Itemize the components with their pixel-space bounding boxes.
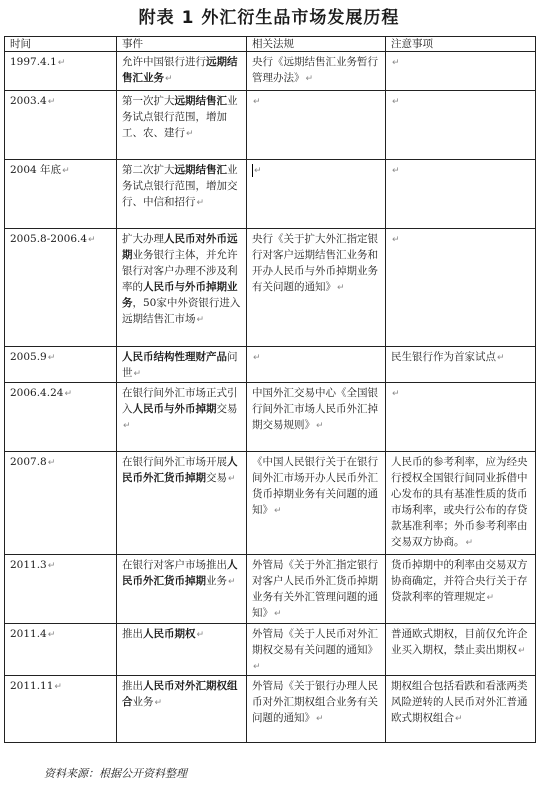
cell-law	[247, 229, 386, 347]
paragraph-mark-icon: ↵	[228, 474, 236, 484]
paragraph-mark-icon: ↵	[186, 129, 194, 139]
paragraph-mark-icon: ↵	[57, 58, 66, 68]
cell-date	[5, 347, 117, 383]
cell-event	[117, 52, 247, 91]
text-cursor-icon	[252, 164, 253, 177]
cell-date-text: 2004 年底	[10, 164, 62, 176]
cell-event-run: 允许中国银行进行	[122, 56, 206, 68]
cell-note	[386, 383, 536, 452]
cell-law	[247, 624, 386, 676]
paragraph-mark-icon: ↵	[47, 458, 56, 468]
cell-law	[247, 91, 386, 160]
cell-note	[386, 347, 536, 383]
cell-date-text: 2006.4.24	[10, 387, 64, 399]
cell-note	[386, 624, 536, 676]
cell-law-run: 《中国人民银行关于在银行间外汇市场开办人民币外汇货币掉期业务有关问题的通知》	[252, 456, 378, 516]
cell-date	[5, 624, 117, 676]
cell-date	[5, 91, 117, 160]
paragraph-mark-icon: ↵	[305, 74, 314, 84]
paragraph-mark-icon: ↵	[274, 506, 282, 516]
paragraph-mark-icon: ↵	[253, 97, 261, 107]
cell-note	[386, 52, 536, 91]
cell-event	[117, 91, 247, 160]
cell-event	[117, 383, 247, 452]
paragraph-mark-icon: ↵	[518, 646, 526, 656]
cell-event-run: 在银行间外汇市场正式引入	[122, 387, 238, 415]
cell-event-run: 人民币对外币远期	[122, 233, 238, 261]
cell-date-text: 2011.3	[10, 559, 47, 571]
cell-law	[247, 52, 386, 91]
table-row	[5, 676, 536, 743]
table-row	[5, 160, 536, 229]
cell-event	[117, 676, 247, 743]
cell-date-text: 2011.11	[10, 680, 54, 692]
cell-event-run: 推出	[122, 680, 143, 692]
cell-date	[5, 383, 117, 452]
cell-date	[5, 229, 117, 347]
cell-event-run: 人民币与外币掉期业务	[122, 281, 238, 309]
cell-note	[386, 229, 536, 347]
cell-law-run: 央行《远期结售汇业务暂行管理办法》	[252, 56, 378, 84]
paragraph-mark-icon: ↵	[165, 74, 173, 84]
cell-event	[117, 452, 247, 555]
cell-date-text: 2003.4	[10, 95, 47, 107]
cell-law	[247, 383, 386, 452]
paragraph-mark-icon: ↵	[154, 698, 163, 708]
paragraph-mark-icon: ↵	[54, 682, 62, 692]
cell-law-run: 中国外汇交易中心《全国银行间外汇市场人民币外汇掉期交易规则》	[252, 387, 378, 431]
cell-law	[247, 160, 386, 229]
table-row	[5, 383, 536, 452]
cell-event-run: 人民币结构性理财产品	[122, 351, 227, 363]
cell-event-run: 交易	[216, 403, 238, 415]
cell-note	[386, 91, 536, 160]
cell-law-run: 央行《关于扩大外汇指定银行对客户远期结售汇业务和开办人民币与外币掉期业务有关问题的通知》	[252, 233, 378, 293]
cell-event-run: 远期结售汇	[174, 95, 227, 107]
cell-event-run: 人民币对外汇期权组合	[122, 680, 238, 708]
table-row	[5, 91, 536, 160]
cell-date-text: 2007.8	[10, 456, 47, 468]
history-table	[4, 36, 536, 743]
paragraph-mark-icon: ↵	[47, 561, 56, 571]
cell-law-run: 外管局《关于银行办理人民币对外汇期权组合业务有关问题的通知》	[252, 680, 378, 724]
table-row	[5, 624, 536, 676]
cell-event-run: 扩大办理	[122, 233, 164, 245]
paragraph-mark-icon: ↵	[196, 198, 205, 208]
cell-event-run: 业务试点银行范围，增加工、农、建行	[122, 95, 238, 139]
header-date: 时间	[5, 37, 117, 52]
cell-note-run: 货币掉期中的利率由交易双方协商确定，并符合央行关于存贷款利率的管理规定	[391, 559, 528, 603]
cell-date-text: 2005.9	[10, 351, 47, 363]
cell-event	[117, 624, 247, 676]
cell-event-run: 在银行对客户市场推出	[122, 559, 227, 571]
cell-event	[117, 347, 247, 383]
paragraph-mark-icon: ↵	[392, 389, 400, 399]
paragraph-mark-icon: ↵	[497, 353, 505, 363]
cell-event	[117, 160, 247, 229]
cell-date	[5, 555, 117, 624]
cell-event-run: 业务银行主体，并允许银行对客户办理不涉及利率的	[122, 249, 238, 293]
source-note: 资料来源：根据公开资料整理	[44, 767, 187, 780]
header-law: 相关法规	[247, 37, 386, 52]
paragraph-mark-icon: ↵	[228, 577, 236, 587]
cell-note-run: 人民币的参考利率，应为经央行授权全国银行间同业拆借中心发布的具有基准性质的货币市场利率，或央行公布的存贷款基准利率；外币参考利率由交易双方协商。	[391, 456, 528, 548]
cell-note-run: 民生银行作为首家试点	[391, 351, 496, 363]
paragraph-mark-icon: ↵	[392, 97, 400, 107]
cell-date-text: 2011.4	[10, 628, 47, 640]
cell-note-run: 期权组合包括看跌和看涨两类风险逆转的人民币对外汇普通欧式期权组合	[391, 680, 528, 724]
cell-law	[247, 452, 386, 555]
table-row	[5, 347, 536, 383]
table-row	[5, 452, 536, 555]
paragraph-mark-icon: ↵	[62, 166, 70, 176]
paragraph-mark-icon: ↵	[123, 421, 131, 431]
paragraph-mark-icon: ↵	[253, 353, 261, 363]
paragraph-mark-icon: ↵	[274, 609, 282, 619]
paragraph-mark-icon: ↵	[316, 421, 324, 431]
cell-event-run: 在银行间外汇市场开展	[122, 456, 227, 468]
cell-event	[117, 229, 247, 347]
table-row	[5, 52, 536, 91]
cell-date	[5, 676, 117, 743]
cell-event-run: 业务	[132, 696, 154, 708]
cell-event-run: 交易	[206, 472, 227, 484]
cell-event-run: 远期结售	[122, 56, 238, 84]
cell-event-run: 业务	[206, 575, 227, 587]
cell-event-run: 第二次扩大	[122, 164, 175, 176]
cell-event-run: ，50家中外资银行进入远期结售汇市场	[122, 297, 241, 325]
paragraph-mark-icon: ↵	[88, 235, 96, 245]
paragraph-mark-icon: ↵	[196, 630, 205, 640]
cell-event-run: 人民币外汇货币掉期	[122, 559, 238, 587]
paragraph-mark-icon: ↵	[316, 714, 324, 724]
paragraph-mark-icon: ↵	[392, 58, 400, 68]
cell-event-run: 业务试点银行范围，增加交行、中信和招行	[122, 164, 238, 208]
table-title: 附表 1 外汇衍生品市场发展历程	[138, 8, 400, 28]
cell-law	[247, 347, 386, 383]
paragraph-mark-icon: ↵	[392, 166, 400, 176]
cell-date	[5, 52, 117, 91]
paragraph-mark-icon: ↵	[133, 369, 142, 379]
table-row	[5, 229, 536, 347]
cell-note	[386, 452, 536, 555]
cell-note	[386, 160, 536, 229]
paragraph-mark-icon: ↵	[455, 714, 463, 724]
cell-event-run: 远期结售汇	[174, 164, 227, 176]
header-note: 注意事项	[386, 37, 536, 52]
cell-date-text: 1997.4.1	[10, 56, 57, 68]
cell-event-run: 人民币外汇货币掉期	[122, 456, 238, 484]
cell-event-run: 人民币与外币掉期	[132, 403, 217, 415]
cell-law	[247, 555, 386, 624]
header-event: 事件	[117, 37, 247, 52]
cell-date	[5, 452, 117, 555]
cell-event-run: 问世	[122, 351, 238, 379]
cell-note	[386, 676, 536, 743]
paragraph-mark-icon: ↵	[47, 630, 56, 640]
paragraph-mark-icon: ↵	[253, 662, 261, 672]
cell-law	[247, 676, 386, 743]
paragraph-mark-icon: ↵	[64, 389, 72, 399]
paragraph-mark-icon: ↵	[486, 593, 495, 603]
paragraph-mark-icon: ↵	[337, 283, 345, 293]
paragraph-mark-icon: ↵	[392, 235, 400, 245]
cell-law-run: 外管局《关于人民币对外汇期权交易有关问题的通知》	[252, 628, 378, 656]
cell-date-text: 2005.8-2006.4	[10, 233, 88, 245]
cell-event-run: 人民币期权	[143, 628, 196, 640]
cell-event-run: 汇业务	[132, 72, 164, 84]
paragraph-mark-icon: ↵	[196, 315, 205, 325]
cell-note	[386, 555, 536, 624]
cell-date	[5, 160, 117, 229]
paragraph-mark-icon: ↵	[465, 538, 474, 548]
cell-note-run: 普通欧式期权，目前仅允许企业买入期权，禁止卖出期权	[391, 628, 528, 656]
table-header-row	[5, 37, 536, 52]
cell-event-run: 推出	[122, 628, 143, 640]
cell-event	[117, 555, 247, 624]
table-row	[5, 555, 536, 624]
paragraph-mark-icon: ↵	[254, 166, 262, 176]
paragraph-mark-icon: ↵	[47, 97, 56, 107]
cell-law-run: 外管局《关于外汇指定银行对客户人民币外汇货币掉期业务有关外汇管理问题的通知》	[252, 559, 378, 619]
cell-event-run: 第一次扩大	[122, 95, 175, 107]
paragraph-mark-icon: ↵	[47, 353, 56, 363]
